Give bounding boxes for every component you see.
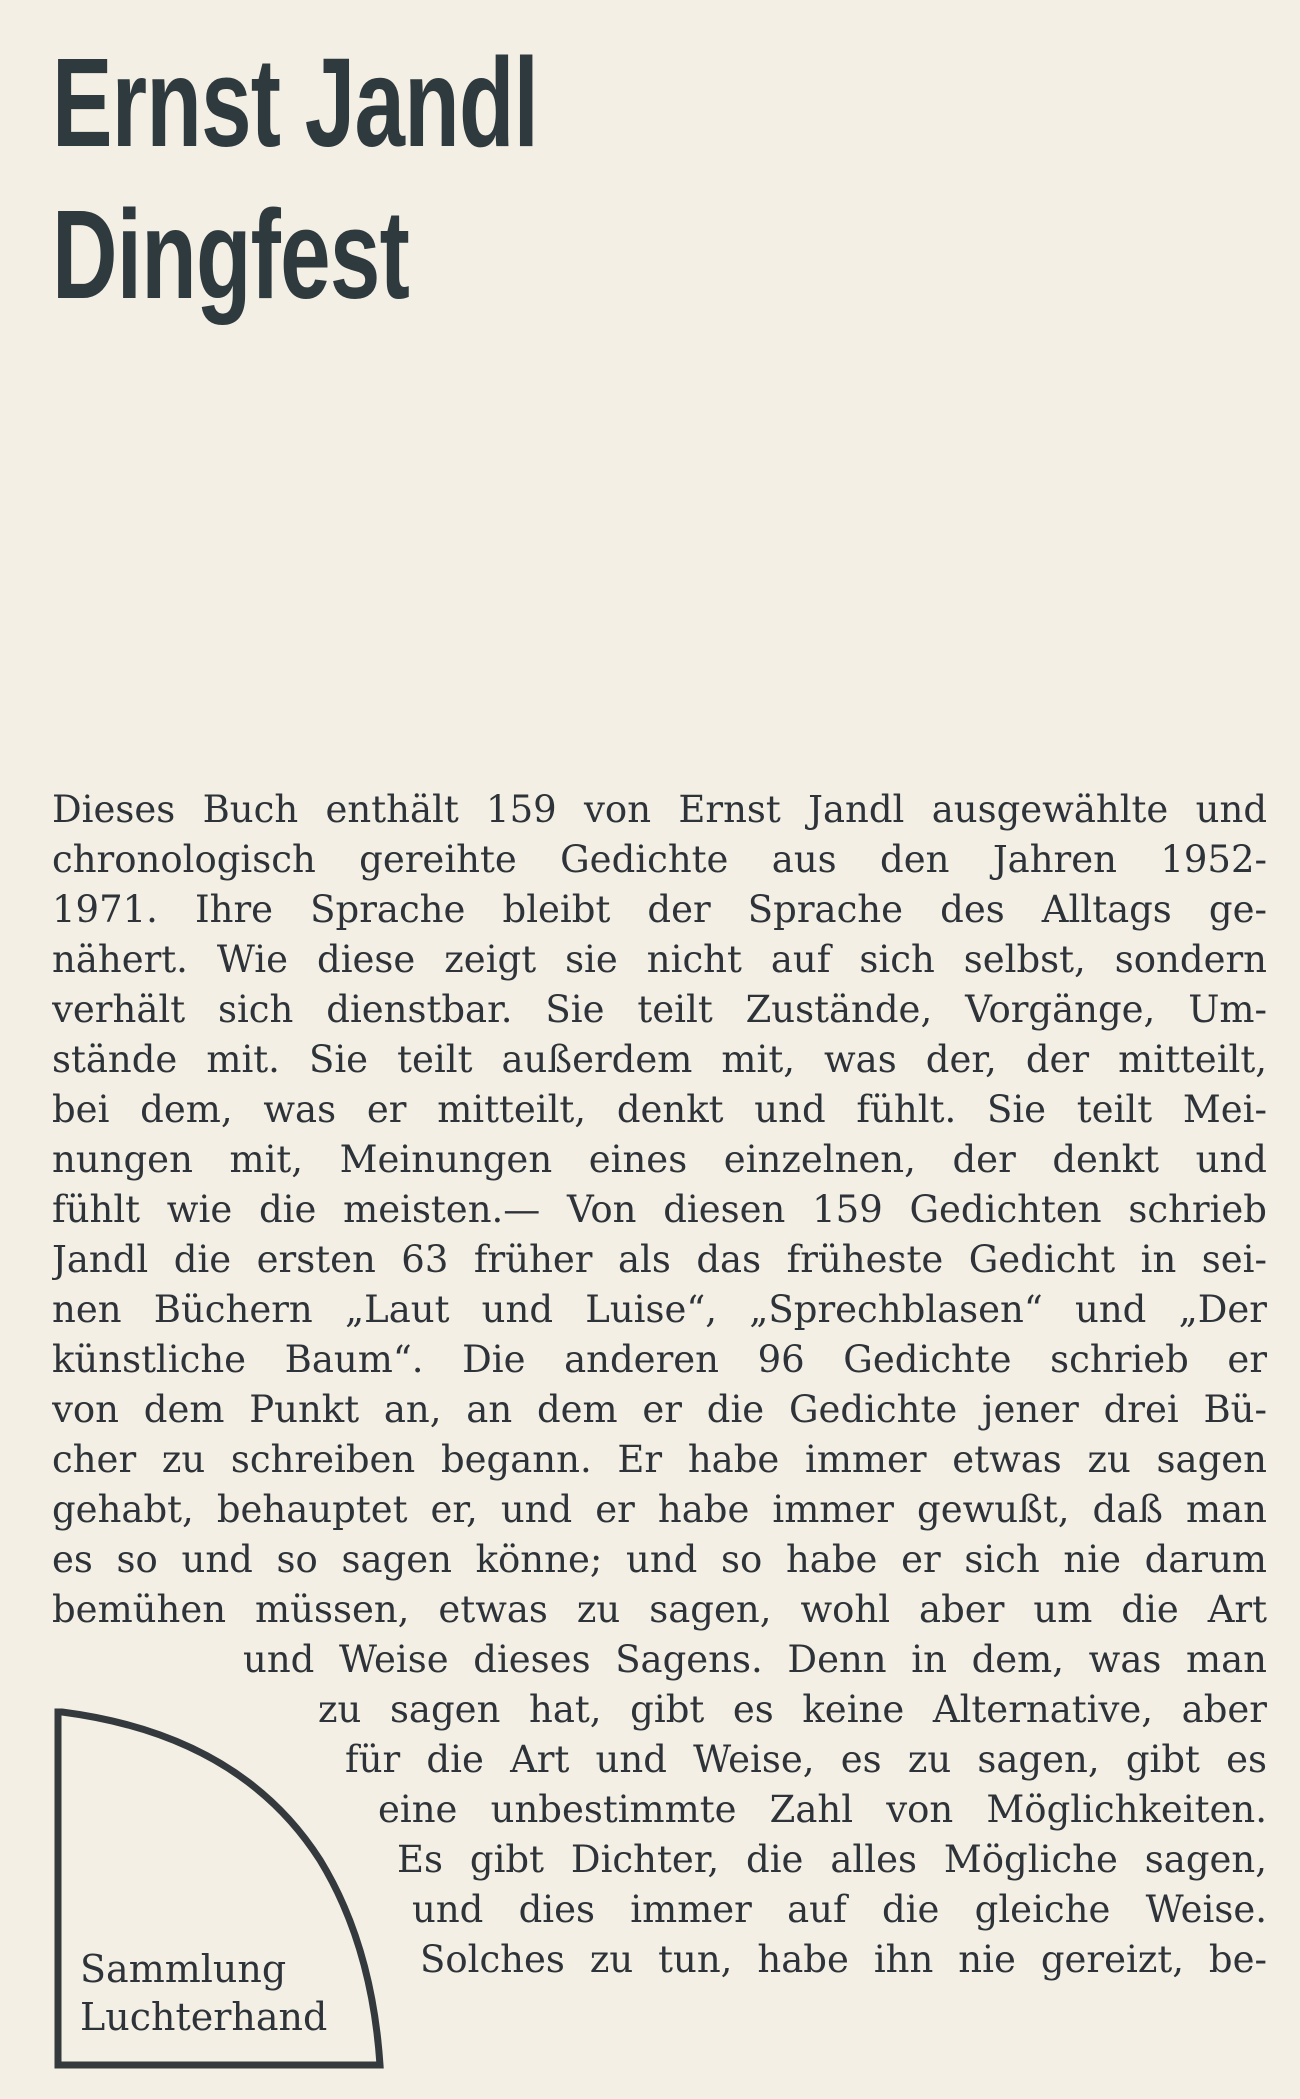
blurb-line: nen Büchern „Laut und Luise“, „Sprechblasen“ und „Der bbox=[52, 1288, 1267, 1331]
author-name: Ernst Jandl bbox=[52, 32, 539, 173]
blurb-line: 1971. Ihre Sprache bleibt der Sprache des Alltags ge- bbox=[52, 888, 1267, 931]
blurb-line: es so und so sagen könne; und so habe er sich nie darum bbox=[52, 1538, 1267, 1581]
imprint-line-1: Sammlung bbox=[80, 1947, 287, 1991]
blurb-line: bemühen müssen, etwas zu sagen, wohl aber um die Art bbox=[52, 1588, 1267, 1631]
blurb-line: Es gibt Dichter, die alles Mögliche sagen, bbox=[397, 1838, 1267, 1881]
imprint-line-2: Luchterhand bbox=[80, 1995, 328, 2039]
book-title: Dingfest bbox=[52, 184, 410, 325]
blurb-line: für die Art und Weise, es zu sagen, gibt es bbox=[345, 1738, 1267, 1781]
blurb-line: nähert. Wie diese zeigt sie nicht auf sich selbst, sondern bbox=[52, 938, 1267, 981]
blurb-line: stände mit. Sie teilt außerdem mit, was der, der mitteilt, bbox=[52, 1038, 1267, 1081]
blurb-line: fühlt wie die meisten.— Von diesen 159 Gedichten schrieb bbox=[52, 1188, 1267, 1231]
blurb-line: gehabt, behauptet er, und er habe immer gewußt, daß man bbox=[52, 1488, 1267, 1531]
blurb-line: verhält sich dienstbar. Sie teilt Zustände, Vorgänge, Um- bbox=[52, 988, 1267, 1031]
blurb-line: künstliche Baum“. Die anderen 96 Gedichte schrieb er bbox=[52, 1338, 1267, 1381]
blurb-line: und dies immer auf die gleiche Weise. bbox=[412, 1888, 1267, 1931]
blurb-line: von dem Punkt an, an dem er die Gedichte jener drei Bü- bbox=[52, 1388, 1267, 1431]
blurb-line: eine unbestimmte Zahl von Möglichkeiten. bbox=[378, 1788, 1267, 1831]
blurb-line: Dieses Buch enthält 159 von Ernst Jandl ausgewählte und bbox=[52, 788, 1267, 831]
blurb-line: cher zu schreiben begann. Er habe immer etwas zu sagen bbox=[52, 1438, 1267, 1481]
blurb-line: bei dem, was er mitteilt, denkt und fühlt. Sie teilt Mei- bbox=[52, 1088, 1267, 1131]
blurb-line: chronologisch gereihte Gedichte aus den Jahren 1952- bbox=[52, 838, 1267, 881]
blurb-line: und Weise dieses Sagens. Denn in dem, was man bbox=[243, 1638, 1267, 1681]
blurb-line: Solches zu tun, habe ihn nie gereizt, be- bbox=[420, 1938, 1267, 1981]
blurb-line: nungen mit, Meinungen eines einzelnen, der denkt und bbox=[52, 1138, 1267, 1181]
publisher-imprint bbox=[80, 1945, 327, 2041]
blurb-line: Jandl die ersten 63 früher als das früheste Gedicht in sei- bbox=[52, 1238, 1267, 1281]
blurb-line: zu sagen hat, gibt es keine Alternative, aber bbox=[318, 1688, 1267, 1731]
